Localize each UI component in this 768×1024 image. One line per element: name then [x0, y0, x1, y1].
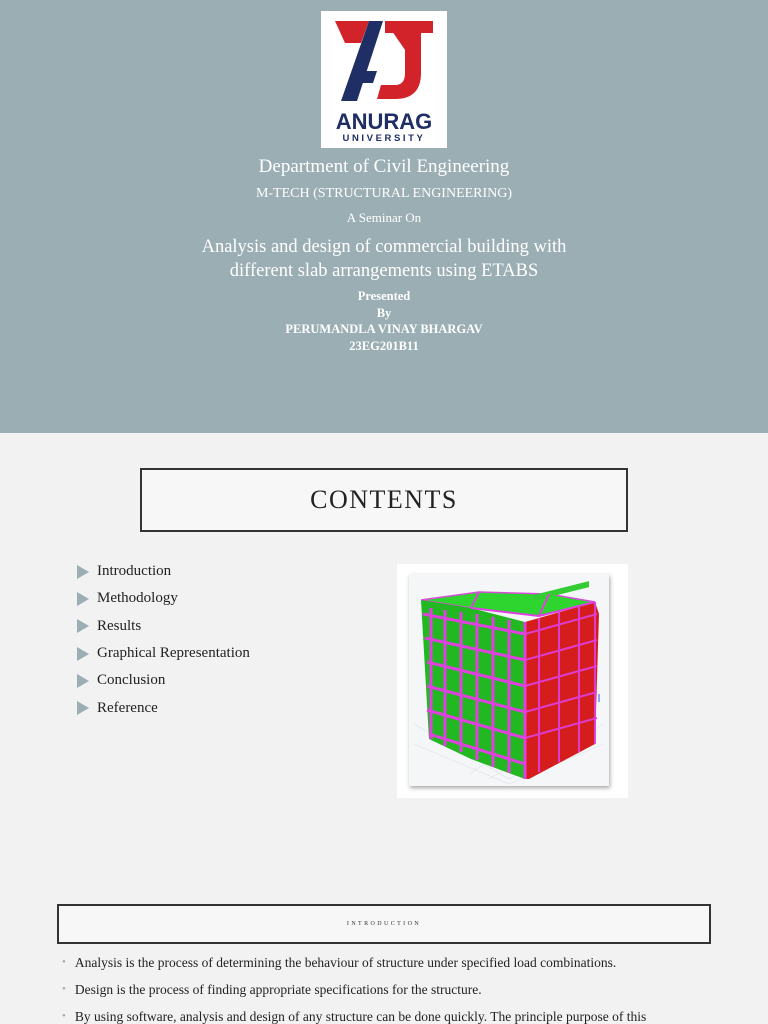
triangle-bullet-icon [77, 674, 89, 688]
contents-item-results [77, 613, 250, 640]
contents-item-reference [77, 694, 250, 721]
seminar-label: A Seminar On [346, 210, 422, 225]
contents-list [77, 558, 250, 722]
presented-label: Presented [357, 289, 411, 303]
roll-number: 23EG201B11 [349, 339, 419, 353]
au-monogram-icon [321, 11, 447, 111]
triangle-bullet-icon [77, 701, 89, 715]
contents-item-conclusion [77, 667, 250, 694]
logo-wordmark: ANURAG [335, 109, 433, 134]
student-name: PERUMANDLA VINAY BHARGAV [285, 322, 483, 336]
contents-item-introduction [77, 558, 250, 585]
by-label: By [376, 306, 392, 320]
etabs-building-model-icon [409, 574, 609, 786]
contents-item-label: Methodology [97, 590, 178, 607]
seminar-title [0, 235, 768, 283]
contents-item-label: Conclusion [97, 672, 166, 689]
triangle-bullet-icon [77, 565, 89, 579]
program-name: M-TECH (STRUCTURAL ENGINEERING) [255, 186, 513, 201]
intro-bullet-text: By using software, analysis and design of any structure can be done quickly. The principle purpose of this [74, 1009, 647, 1024]
anurag-university-logo [321, 11, 447, 148]
logo-subtext: UNIVERSITY [342, 133, 426, 144]
triangle-bullet-icon [77, 647, 89, 661]
department-name: Department of Civil Engineering [258, 156, 510, 177]
intro-bullet [62, 982, 742, 1009]
triangle-bullet-icon [77, 592, 89, 606]
contents-item-label: Introduction [97, 563, 172, 580]
contents-item-graphical-representation [77, 640, 250, 667]
triangle-bullet-icon [77, 619, 89, 633]
introduction-heading: INTRODUCTION [346, 921, 422, 927]
contents-item-methodology [77, 585, 250, 612]
building-model-image [397, 564, 628, 798]
seminar-title-line-1: Analysis and design of commercial building with [201, 237, 567, 257]
contents-item-label: Graphical Representation [97, 645, 250, 662]
bullet-dot-icon: • [62, 1010, 66, 1022]
seminar-title-line-2: different slab arrangements using ETABS [229, 261, 539, 281]
intro-bullet [62, 1009, 742, 1024]
intro-bullet-text: Design is the process of finding appropriate specifications for the structure. [74, 982, 482, 997]
intro-bullet-text: Analysis is the process of determining the behaviour of structure under specified load combinations. [74, 955, 617, 970]
contents-heading: CONTENTS [310, 485, 458, 514]
intro-bullet [62, 955, 742, 982]
bullet-dot-icon: • [62, 983, 66, 995]
bullet-dot-icon: • [62, 956, 66, 968]
title-slide [0, 0, 768, 433]
introduction-bullets [62, 955, 742, 1024]
contents-item-label: Results [97, 617, 142, 634]
contents-heading-box [140, 468, 628, 532]
contents-item-label: Reference [97, 699, 158, 716]
introduction-heading-box [57, 904, 711, 944]
